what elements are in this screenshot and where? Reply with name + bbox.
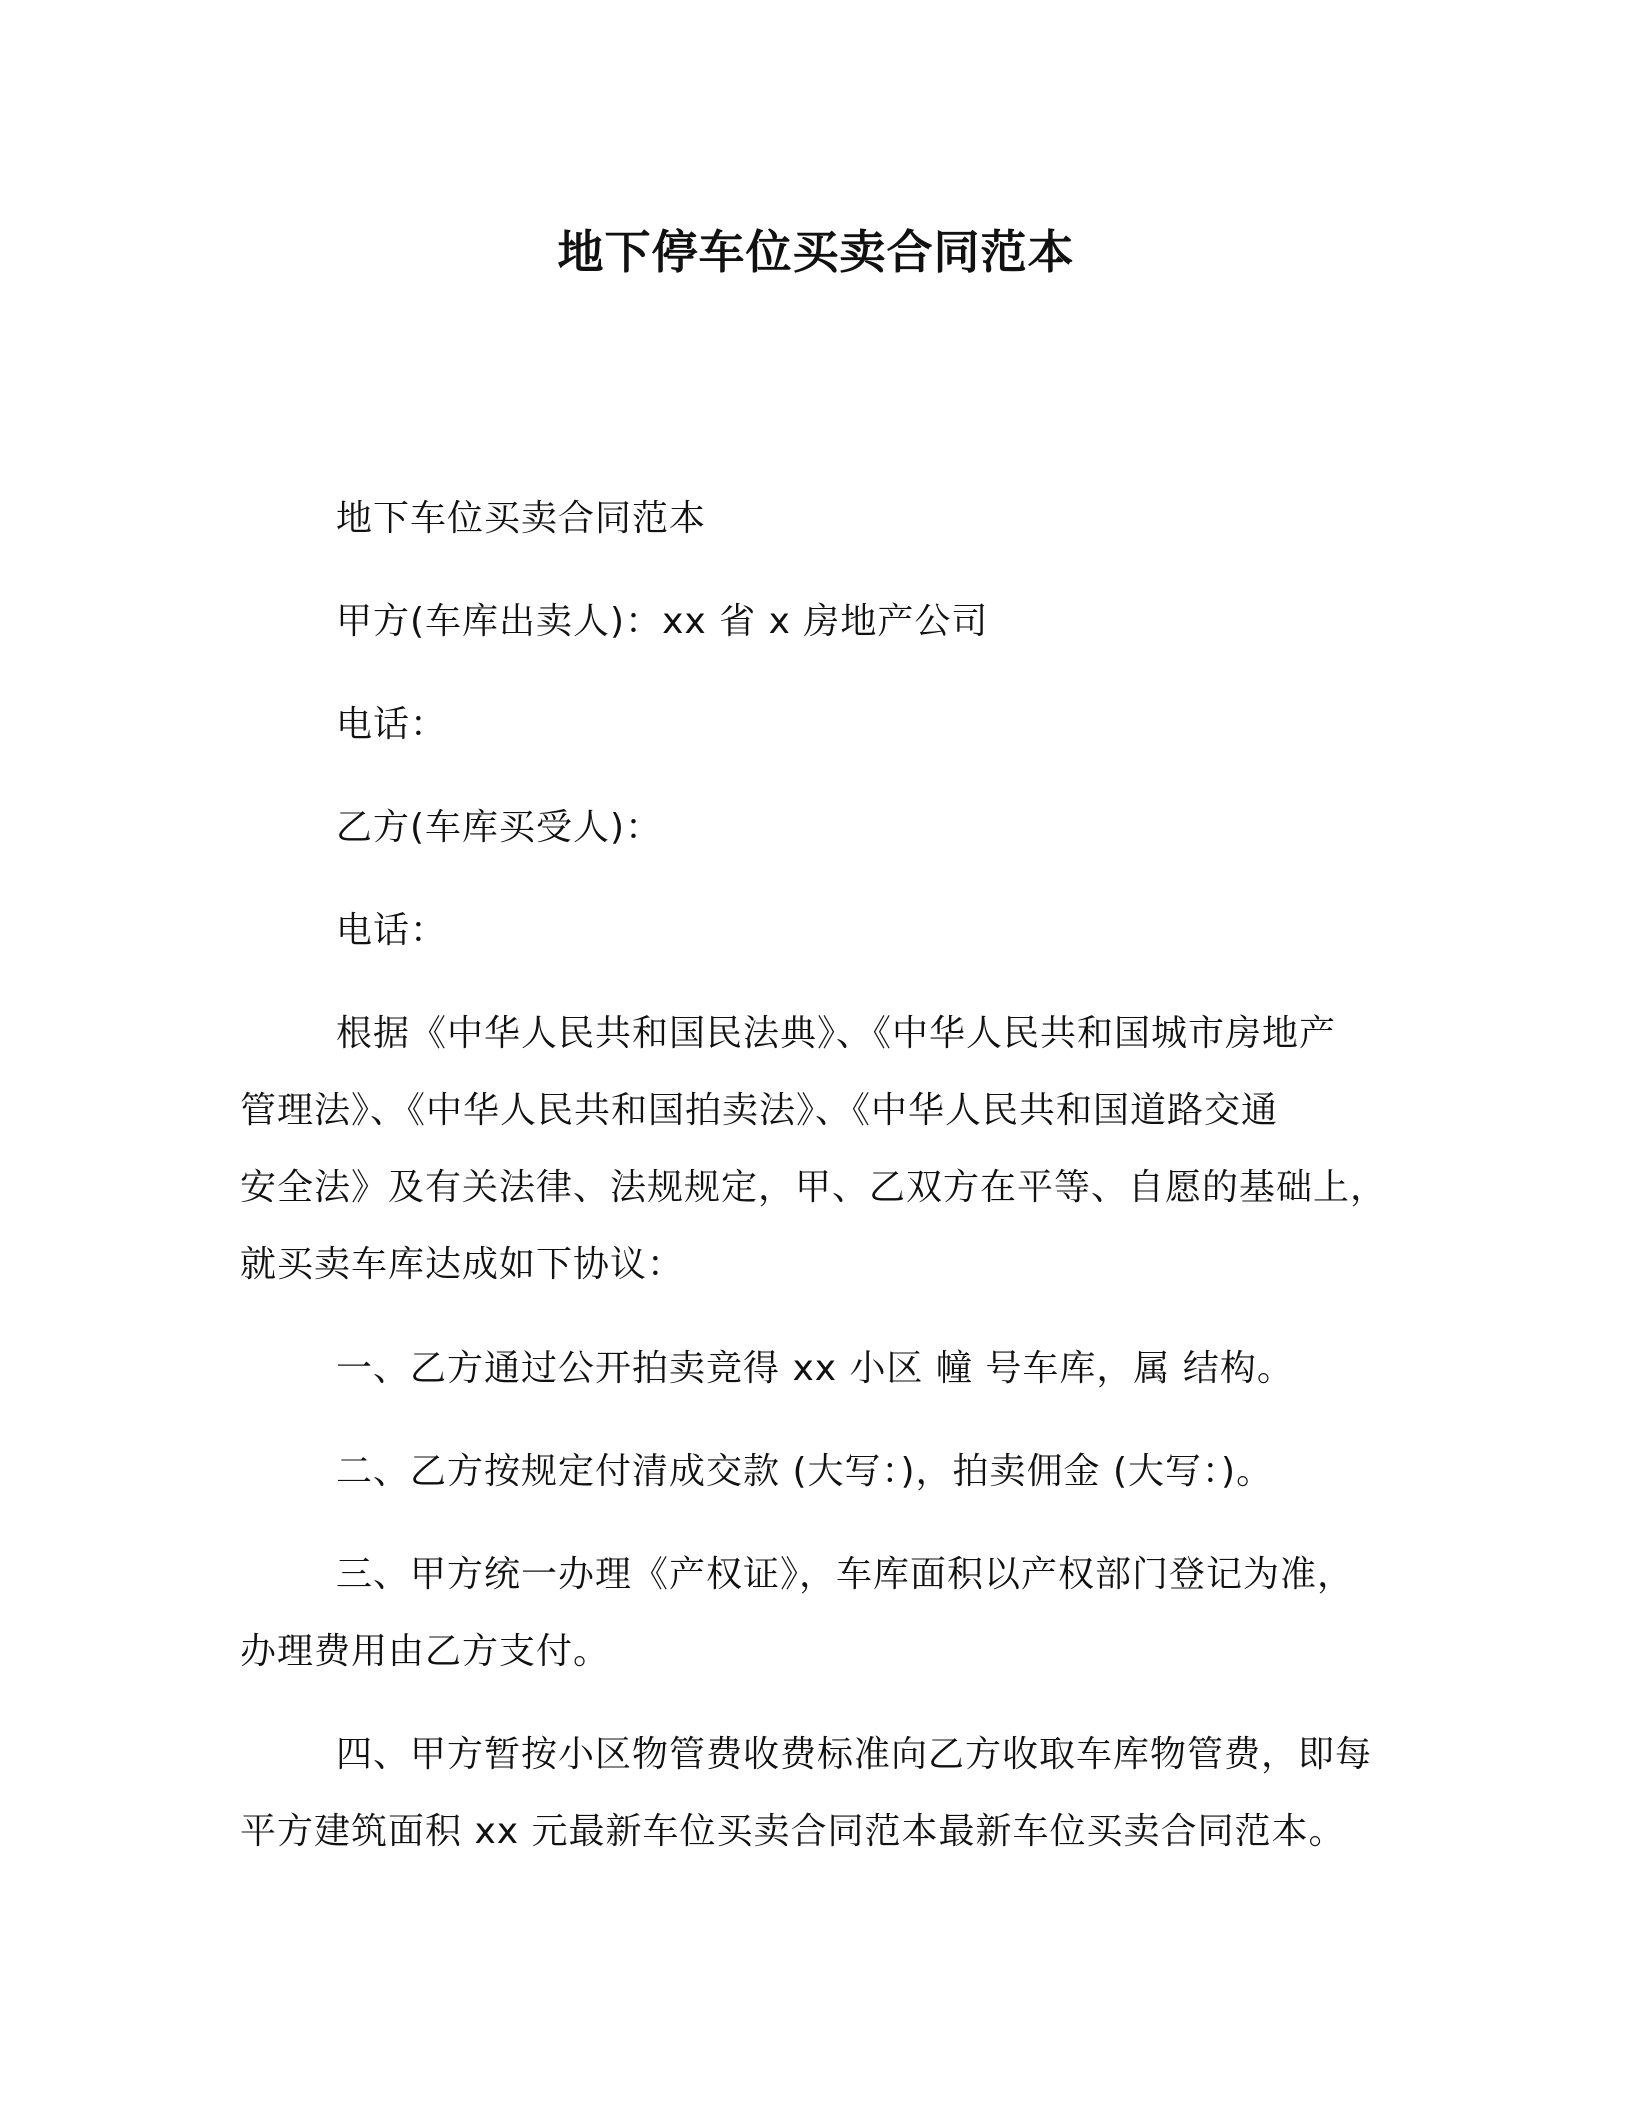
clause-3-line: 办理费用由乙方支付。 [240,1631,611,1672]
clause-1: 一、乙方通过公开拍卖竞得 xx 小区 幢 号车库，属 结构。 [336,1348,1294,1389]
party-b-line: 乙方(车库买受人)： [336,807,663,848]
party-b-phone: 电话： [336,910,448,951]
clause-4-line: 平方建筑面积 xx 元最新车位买卖合同范本最新车位买卖合同范本。 [240,1811,1346,1852]
preamble-line: 就买卖车库达成如下协议： [240,1244,685,1285]
document-title: 地下停车位买卖合同范本 [557,225,1075,279]
preamble-line: 安全法》及有关法律、法规规定，甲、乙双方在平等、自愿的基础上， [240,1167,1388,1208]
clause-3-line: 三、甲方统一办理《产权证》，车库面积以产权部门登记为准， [336,1554,1355,1595]
clause-4-line: 四、甲方暂按小区物管费收费标准向乙方收取车库物管费，即每 [336,1734,1373,1775]
preamble-line: 管理法》、《中华人民共和国拍卖法》、《中华人民共和国道路交通 [240,1090,1279,1131]
clause-2: 二、乙方按规定付清成交款 (大写：)，拍卖佣金 (大写：)。 [336,1451,1274,1492]
preamble-line: 根据《中华人民共和国民法典》、《中华人民共和国城市房地产 [336,1013,1337,1054]
party-a-line: 甲方(车库出卖人)：xx 省 x 房地产公司 [336,601,989,642]
party-a-phone: 电话： [336,704,448,745]
contract-heading: 地下车位买卖合同范本 [336,498,707,539]
